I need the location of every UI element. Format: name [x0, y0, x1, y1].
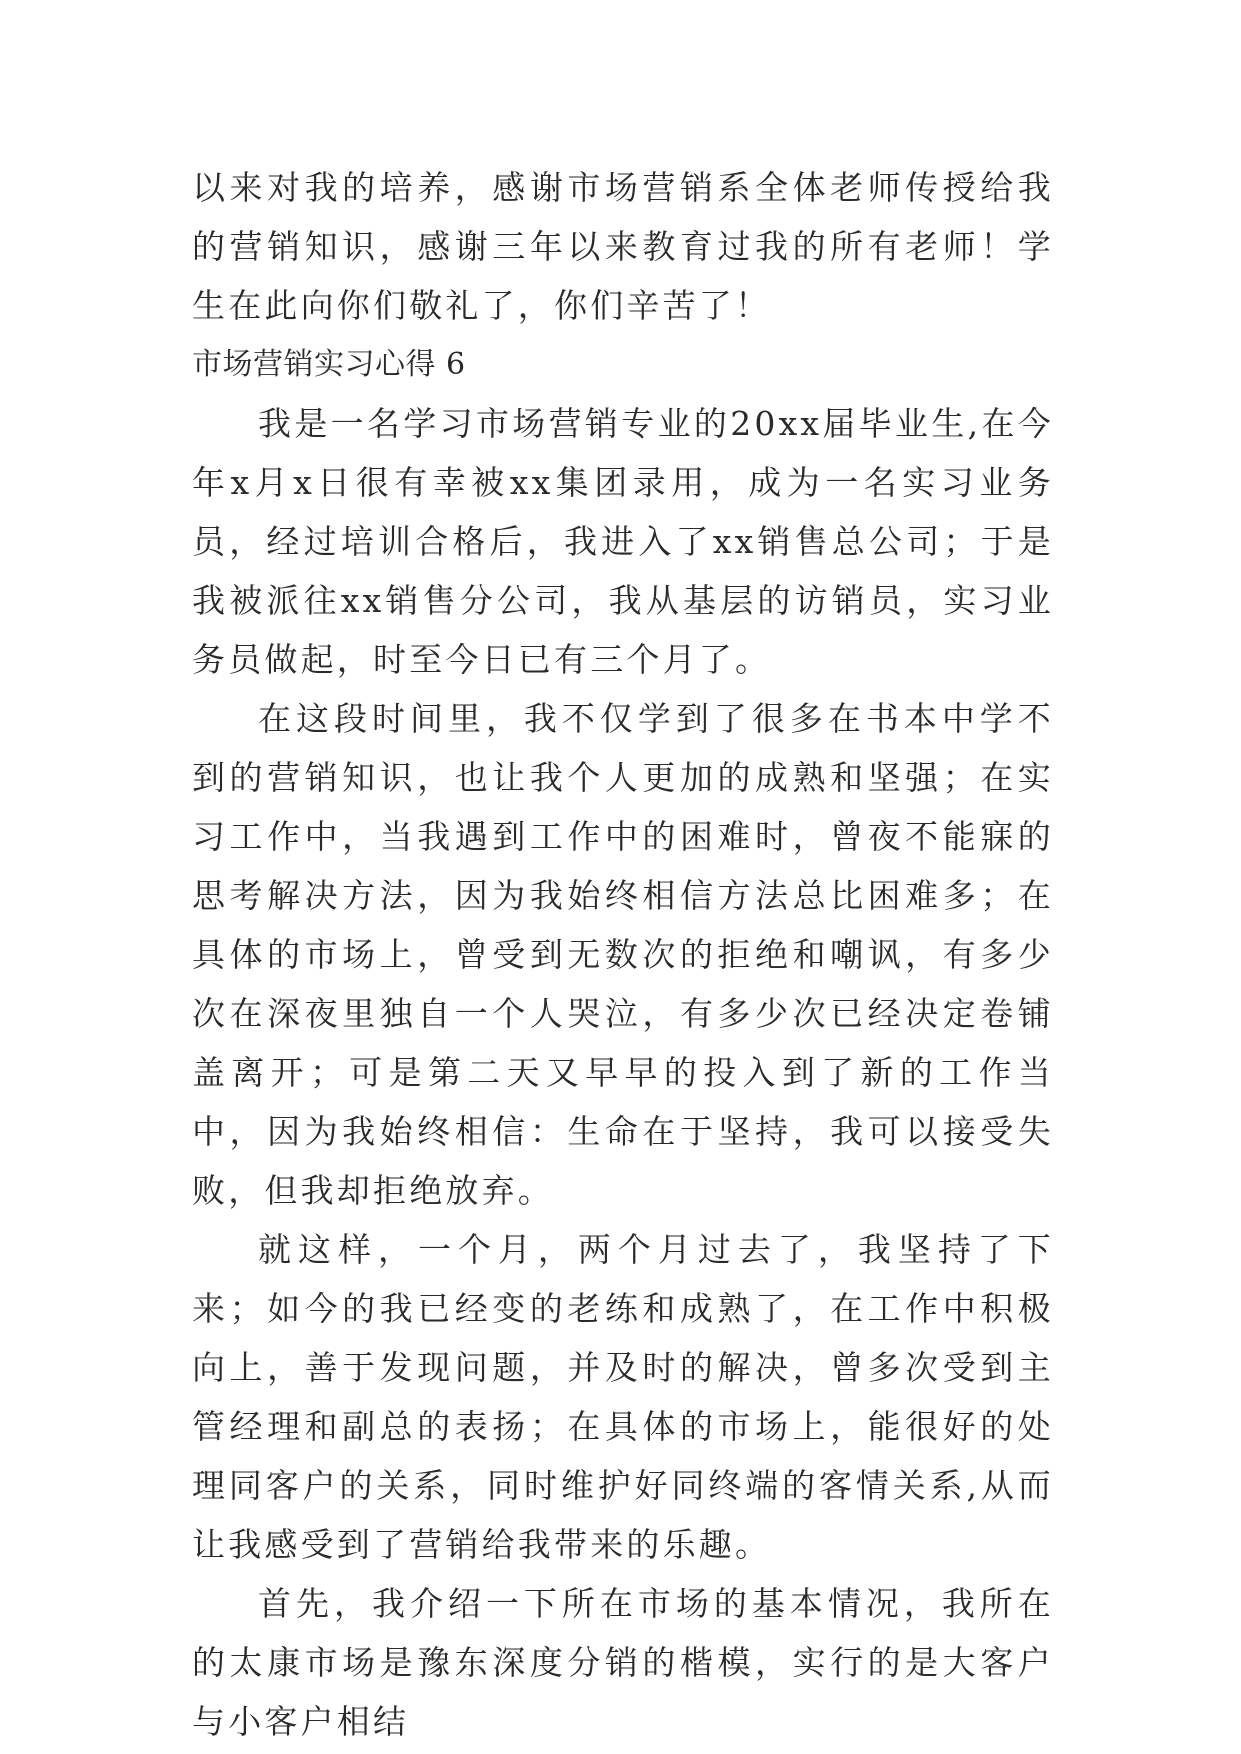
paragraph-2: 在这段时间里，我不仅学到了很多在书本中学不到的营销知识，也让我个人更加的成熟和坚强；在实习工作中，当我遇到工作中的困难时，曾夜不能寐的思考解决方法，因为我始终相信方法总比困难多；在具体的市场上，曾受到无数次的拒绝和嘲讽，有多少次在深夜里独自一个人哭泣，有多少次已经决定卷铺盖离开；可是第二天又早早的投入到了新的工作当中，因为我始终相信：生命在于坚持，我可以接受失败，但我却拒绝放弃。: [192, 699, 1054, 1210]
document-body: [192, 158, 1054, 1751]
section-title: 市场营销实习心得 6: [192, 347, 466, 382]
paragraph-4: 首先，我介绍一下所在市场的基本情况，我所在的太康市场是豫东深度分销的楷模，实行的是大客户与小客户相结: [192, 1584, 1054, 1741]
paragraph-1: 我是一名学习市场营销专业的20xx届毕业生,在今年x月x日很有幸被xx集团录用，成为一名实习业务员，经过培训合格后，我进入了xx销售总公司；于是我被派往xx销售分公司，我从基层的访销员，实习业务员做起，时至今日已有三个月了。: [192, 404, 1054, 679]
paragraph-continuation: 以来对我的培养，感谢市场营销系全体老师传授给我的营销知识，感谢三年以来教育过我的所有老师！学生在此向你们敬礼了，你们辛苦了！: [192, 168, 1054, 325]
paragraph-3: 就这样，一个月，两个月过去了，我坚持了下来；如今的我已经变的老练和成熟了，在工作中积极向上，善于发现问题，并及时的解决，曾多次受到主管经理和副总的表扬；在具体的市场上，能很好的处理同客户的关系，同时维护好同终端的客情关系,从而让我感受到了营销给我带来的乐趣。: [192, 1230, 1054, 1564]
